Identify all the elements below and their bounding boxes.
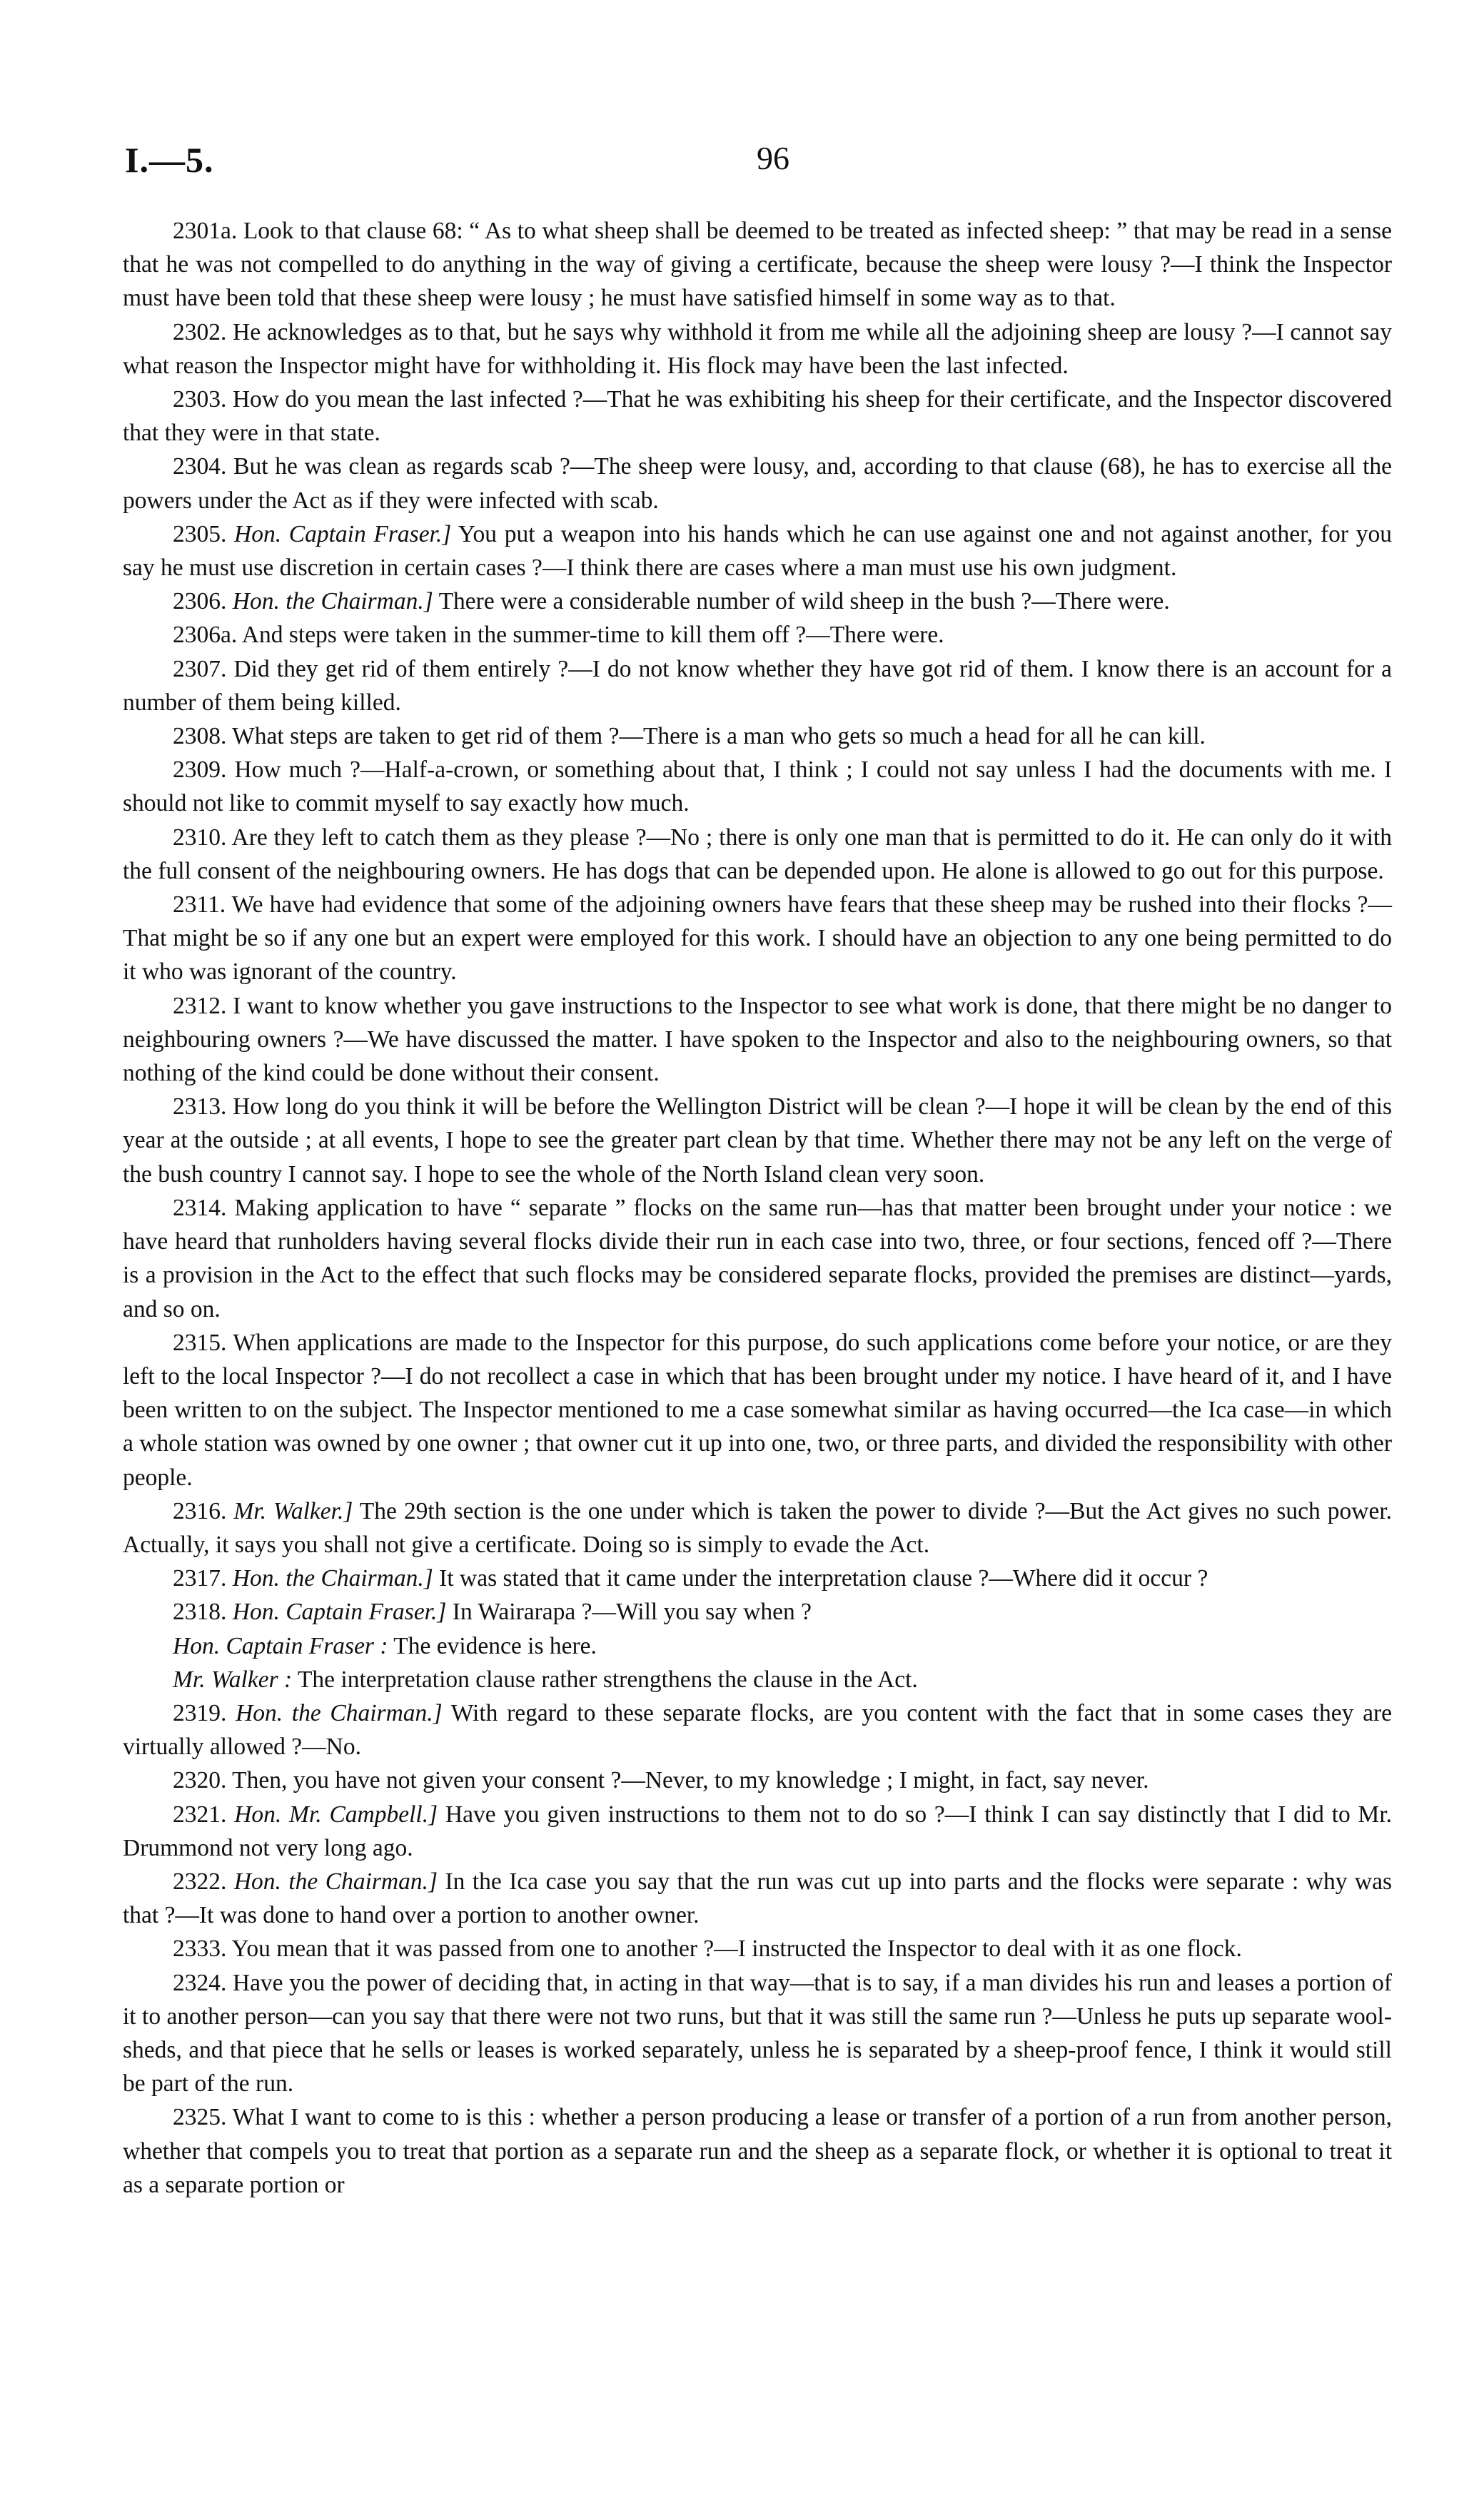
question-number: 2314. — [173, 1194, 235, 1221]
question-number: 2305. — [173, 520, 235, 547]
paragraph-text: You put a weapon into his hands which he can use against one and not against another, for you say he must use discretion in certain cases ?—I think there are cases where a man must use his own judgment. — [123, 520, 1392, 582]
speaker-name: Hon. the Chairman.] — [232, 588, 433, 615]
question-paragraph — [123, 1191, 1392, 1326]
question-number: 2321. — [173, 1801, 235, 1828]
question-number: 2307. — [173, 655, 234, 682]
speaker-name: Hon. the Chairman.] — [236, 1699, 443, 1726]
paragraph-text: I want to know whether you gave instructions to the Inspector to see what work is done, that there might be no danger to neighbouring owners ?—We have discussed the matter. I have spoken to the Inspector and also to the neighbouring owners, so that nothing of the kind could be done without their consent. — [123, 992, 1392, 1087]
paragraph-text: You mean that it was passed from one to another ?—I instructed the Inspector to deal with it as one flock. — [231, 1935, 1242, 1963]
question-paragraph — [123, 1595, 1392, 1629]
speaker-name: Hon. Captain Fraser.] — [232, 1599, 447, 1626]
paragraph-text: In the Ica case you say that the run was cut up into parts and the flocks were separate : why was that ?—It was done to hand over a portion to another owner. — [123, 1868, 1393, 1929]
paragraph-text: How long do you think it will be before the Wellington District will be clean ?—I hope it will be clean by the end of this year at the outside ; at all events, I hope to see the greater part clean by that time. Whether there may not be any left on the verge of the bush country I cannot say. I hope to see the whole of the North Island clean very soon. — [123, 1093, 1393, 1188]
paragraph-text: But he was clean as regards scab ?—The sheep were lousy, and, according to that clause (68), he has to exercise all the powers under the Act as if they were infected with scab. — [123, 453, 1392, 514]
question-paragraph — [123, 753, 1392, 820]
speaker-name: Mr. Walker.] — [233, 1497, 353, 1524]
paragraph-text: Did they get rid of them entirely ?—I do not know whether they have got rid of them. I know there is an account for a number of them being killed. — [123, 655, 1392, 716]
paragraph-text: How much ?—Half-a-crown, or something about that, I think ; I could not say unless I had the documents with me. I should not like to commit myself to say exactly how much. — [123, 756, 1392, 817]
question-paragraph — [123, 1494, 1392, 1562]
question-number: 2319. — [173, 1699, 236, 1726]
question-paragraph — [123, 1865, 1392, 1932]
question-number: 2312. — [173, 992, 233, 1019]
paragraph-text: Making application to have “ separate ” flocks on the same run—has that matter been brought under your notice : we have heard that runholders having several flocks divide their run in each case into two, three, or four sections, fenced off ?—There is a provision in the Act to the effect that such flocks may be considered separate flocks, provided the premises are distinct—yards, and so on. — [123, 1194, 1393, 1322]
paragraph-text: It was stated that it came under the interpretation clause ?—Where did it occur ? — [439, 1565, 1208, 1592]
speaker-name: Hon. Captain Fraser : — [173, 1632, 388, 1659]
paragraph-text: There were a considerable number of wild sheep in the bush ?—There were. — [438, 588, 1170, 615]
speaker-name: Mr. Walker : — [173, 1666, 293, 1693]
question-number: 2303. — [173, 386, 233, 413]
question-number: 2318. — [173, 1599, 233, 1626]
question-number: 2315. — [173, 1329, 233, 1356]
question-paragraph — [123, 383, 1392, 450]
speaker-name: Hon. the Chairman.] — [232, 1565, 433, 1592]
question-paragraph — [123, 1562, 1392, 1595]
paragraph-text: Look to that clause 68: “ As to what sheep shall be deemed to be treated as infected sheep: ” that may be read in a sense that he was not compelled to do anything in the way of giving a certificate, because the sheep were lousy ?—I think the Inspector must have been told that these sheep were lousy ; he must have satisfied himself in some way as to that. — [123, 218, 1393, 312]
paragraph-text: The evidence is here. — [393, 1632, 597, 1659]
paragraph-text: Have you given instructions to them not to do so ?—I think I can say distinctly that I did to Mr. Drummond not very long ago. — [123, 1801, 1393, 1861]
question-number: 2333. — [173, 1935, 232, 1963]
question-paragraph — [123, 652, 1392, 719]
paragraph-text: Are they left to catch them as they please ?—No ; there is only one man that is permitted to do it. He can only do it with the full consent of the neighbouring owners. He has dogs that can be depended upon. He alone is allowed to go out for this purpose. — [123, 824, 1392, 884]
question-paragraph — [123, 585, 1392, 618]
question-paragraph — [123, 719, 1392, 753]
paragraph-text: The 29th section is the one under which is taken the power to divide ?—But the Act gives no such power. Actually, it says you shall not give a certificate. Doing so is simply to evade the Act. — [123, 1497, 1393, 1558]
question-number: 2301a. — [173, 218, 243, 244]
testimony-body — [123, 214, 1392, 2202]
question-number: 2302. — [173, 318, 233, 345]
question-paragraph — [123, 450, 1392, 517]
question-number: 2304. — [173, 453, 234, 480]
paragraph-text: With regard to these separate flocks, are you content with the fact that in some cases they are virtually allowed ?—No. — [123, 1699, 1392, 1761]
document-reference: I.—5. — [125, 140, 214, 180]
page-number: 96 — [757, 140, 789, 176]
question-paragraph — [123, 1326, 1392, 1494]
question-number: 2308. — [173, 723, 233, 750]
question-number: 2306. — [173, 588, 233, 615]
question-paragraph — [123, 821, 1392, 888]
speaker-name: Hon. Captain Fraser.] — [234, 520, 452, 547]
paragraph-text: When applications are made to the Inspector for this purpose, do such applications come before your notice, or are they left to the local Inspector ?—I do not recollect a case in which that has been brought under my notice. I have heard of it, and I have been written to on the subject. The Inspector mentioned to me a case somewhat similar as having occurred—the Ica case—in which a whole station was owned by one owner ; that owner cut it up into one, two, or three parts, and divided the responsibility with other people. — [123, 1329, 1392, 1491]
question-paragraph — [123, 2100, 1392, 2202]
question-paragraph — [123, 517, 1392, 585]
question-paragraph — [123, 1932, 1392, 1965]
paragraph-text: What I want to come to is this : whether a person producing a lease or transfer of a portion of a run from another person, whether that compels you to treat that portion as a separate run and the sheep as a separate flock, or whether it is optional to treat it as a separate portion or — [123, 2104, 1392, 2198]
question-paragraph — [123, 1696, 1392, 1764]
page-header — [125, 139, 1403, 196]
question-number: 2309. — [173, 756, 235, 784]
paragraph-text: The interpretation clause rather strengthens the clause in the Act. — [297, 1666, 918, 1693]
question-number: 2320. — [173, 1767, 233, 1794]
paragraph-text: Have you the power of deciding that, in acting in that way—that is to say, if a man divides his run and leases a portion of it to another person—can you say that there were not two runs, but that it was still the same run ?—Unless he puts up separate wool-sheds, and that piece that he sells or leases is worked separately, unless he is separated by a sheep-proof fence, I think it would still be part of the run. — [123, 1969, 1393, 2098]
paragraph-text: And steps were taken in the summer-time to kill them off ?—There were. — [241, 622, 944, 649]
question-number: 2317. — [173, 1565, 233, 1592]
speaker-name: Hon. Mr. Campbell.] — [234, 1801, 438, 1828]
question-number: 2311. — [173, 891, 232, 919]
question-paragraph — [123, 888, 1392, 989]
paragraph-text: He acknowledges as to that, but he says why withhold it from me while all the adjoining sheep are lousy ?—I cannot say what reason the Inspector might have for withholding it. His flock may have been the last infected. — [123, 318, 1392, 379]
question-paragraph — [123, 1798, 1392, 1865]
question-paragraph — [123, 618, 1392, 652]
question-number: 2313. — [173, 1093, 233, 1120]
paragraph-text: In Wairarapa ?—Will you say when ? — [452, 1599, 812, 1626]
question-paragraph — [123, 989, 1392, 1091]
paragraph-text: What steps are taken to get rid of them ?—There is a man who gets so much a head for all he can kill. — [232, 723, 1206, 750]
paragraph-text: Then, you have not given your consent ?—Never, to my knowledge ; I might, in fact, say never. — [232, 1767, 1149, 1794]
question-paragraph — [123, 214, 1392, 315]
question-paragraph — [123, 315, 1392, 383]
question-paragraph — [123, 1629, 1392, 1663]
speaker-name: Hon. the Chairman.] — [233, 1868, 438, 1895]
question-paragraph — [123, 1966, 1392, 2101]
question-number: 2310. — [173, 824, 232, 851]
question-number: 2325. — [173, 2104, 233, 2131]
question-number: 2306a. — [173, 622, 242, 649]
paragraph-text: We have had evidence that some of the adjoining owners have fears that these sheep may be rushed into their flocks ?—That might be so if any one but an expert were employed for this work. I should have an objection to any one being permitted to do it who was ignorant of the country. — [123, 891, 1392, 986]
paragraph-text: How do you mean the last infected ?—That he was exhibiting his sheep for their certificate, and the Inspector discovered that they were in that state. — [123, 386, 1392, 447]
question-number: 2324. — [173, 1969, 233, 1996]
question-paragraph — [123, 1764, 1392, 1797]
question-paragraph — [123, 1663, 1392, 1696]
question-paragraph — [123, 1090, 1392, 1191]
question-number: 2322. — [173, 1868, 234, 1895]
question-number: 2316. — [173, 1497, 234, 1524]
